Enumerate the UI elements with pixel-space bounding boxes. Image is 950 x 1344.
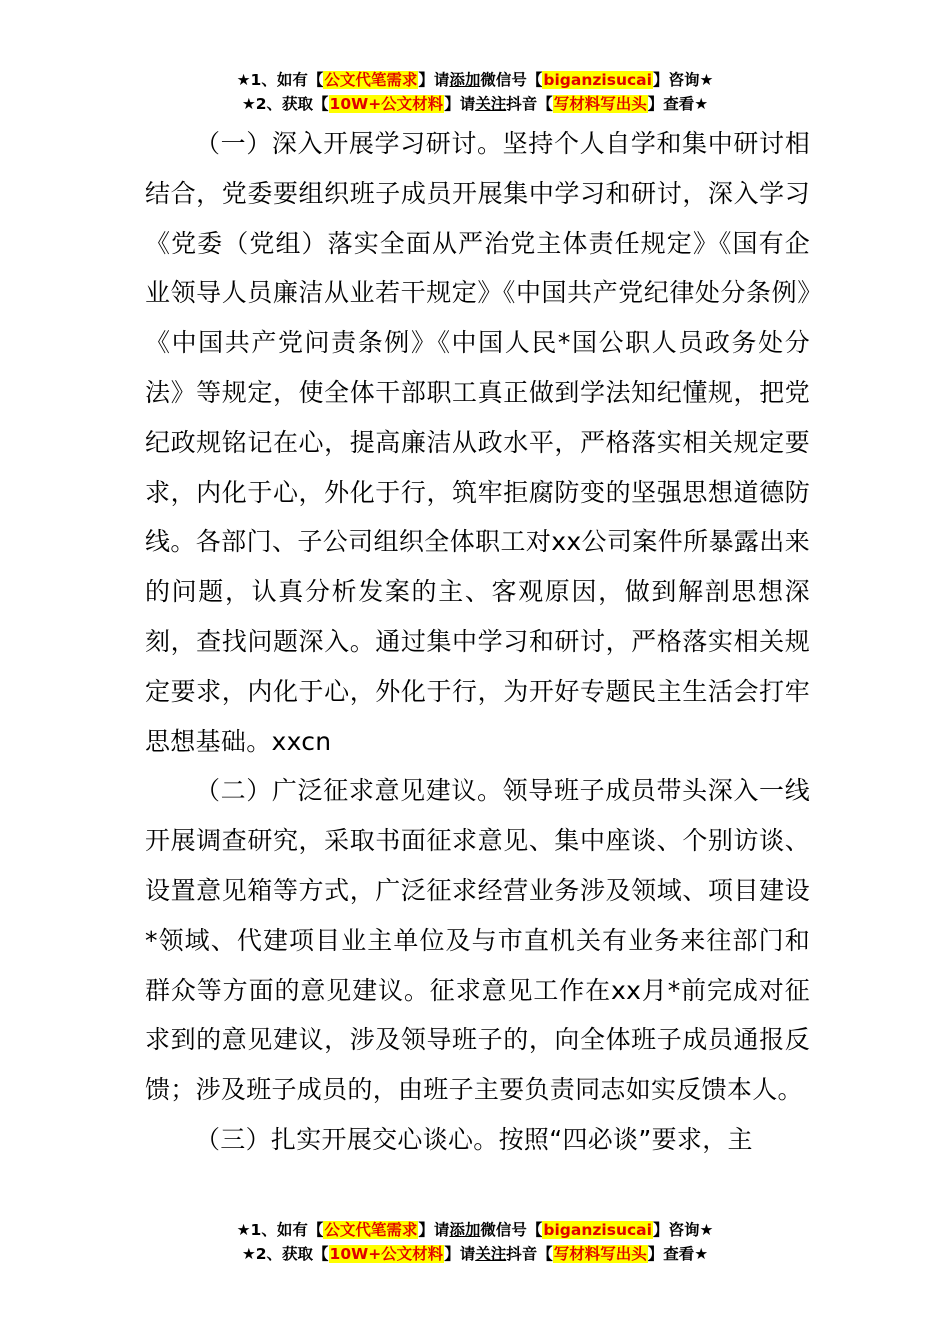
banner-line-2 [0,1242,950,1266]
banner-highlight: 10W+公文材料 [329,1245,444,1263]
banner-highlight: 公文代笔需求 [324,1221,418,1239]
banner-text: 微信号【 [480,1221,543,1239]
banner-line-2 [0,92,950,116]
document-body [145,119,810,1165]
banner-text: 】咨询★ [652,71,714,89]
banner-underlined: 关注 [475,95,507,113]
banner-highlight: 公文代笔需求 [324,71,418,89]
banner-text: 】请 [418,71,450,89]
banner-text: 】请 [444,95,476,113]
banner-text: 抖音【 [506,1245,553,1263]
banner-text: ★1、如有【 [236,1221,324,1239]
paragraph: （一）深入开展学习研讨。坚持个人自学和集中研讨相结合，党委要组织班子成员开展集中学习和研讨，深入学习《党委（党组）落实全面从严治党主体责任规定》《国有企业领导人员廉洁从业若干规定》《中国共产党纪律处分条例》《中国共产党问责条例》《中国人民*国公职人员政务处分法》等规定，使全体干部职工真正做到学法知纪懂规，把党纪政规铭记在心，提高廉洁从政水平，严格落实相关规定要求，内化于心，外化于行，筑牢拒腐防变的坚强思想道德防线。各部门、子公司组织全体职工对xx公司案件所暴露出来的问题，认真分析发案的主、客观原因，做到解剖思想深刻，查找问题深入。通过集中学习和研讨，严格落实相关规定要求，内化于心，外化于行，为开好专题民主生活会打牢思想基础。xxcn [145,129,810,756]
banner-text: 】请 [444,1245,476,1263]
banner-text: 】查看★ [647,95,709,113]
paragraph: （三）扎实开展交心谈心。按照“四必谈”要求，主 [195,1124,753,1154]
banner-highlight: 10W+公文材料 [329,95,444,113]
banner-underlined: 关注 [475,1245,507,1263]
banner-text: ★1、如有【 [236,71,324,89]
top-banner [0,68,950,116]
banner-text: 抖音【 [506,95,553,113]
bottom-banner [0,1218,950,1266]
banner-text: 】请 [418,1221,450,1239]
banner-text: ★2、获取【 [241,95,329,113]
banner-highlight: biganzisucai [543,1221,652,1239]
banner-underlined: 添加 [449,71,481,89]
banner-underlined: 添加 [449,1221,481,1239]
banner-text: ★2、获取【 [241,1245,329,1263]
paragraph: （二）广泛征求意见建议。领导班子成员带头深入一线开展调查研究，采取书面征求意见、集中座谈、个别访谈、设置意见箱等方式，广泛征求经营业务涉及领域、项目建设*领域、代建项目业主单位及与市直机关有业务来往部门和群众等方面的意见建议。征求意见工作在xx月*前完成对征求到的意见建议，涉及领导班子的，向全体班子成员通报反馈；涉及班子成员的，由班子主要负责同志如实反馈本人。 [145,776,810,1105]
banner-text: 】咨询★ [652,1221,714,1239]
banner-line-1 [0,1218,950,1242]
banner-highlight: biganzisucai [543,71,652,89]
banner-highlight: 写材料写出头 [553,1245,647,1263]
banner-text: 】查看★ [647,1245,709,1263]
banner-text: 微信号【 [480,71,543,89]
banner-line-1 [0,68,950,92]
banner-highlight: 写材料写出头 [553,95,647,113]
